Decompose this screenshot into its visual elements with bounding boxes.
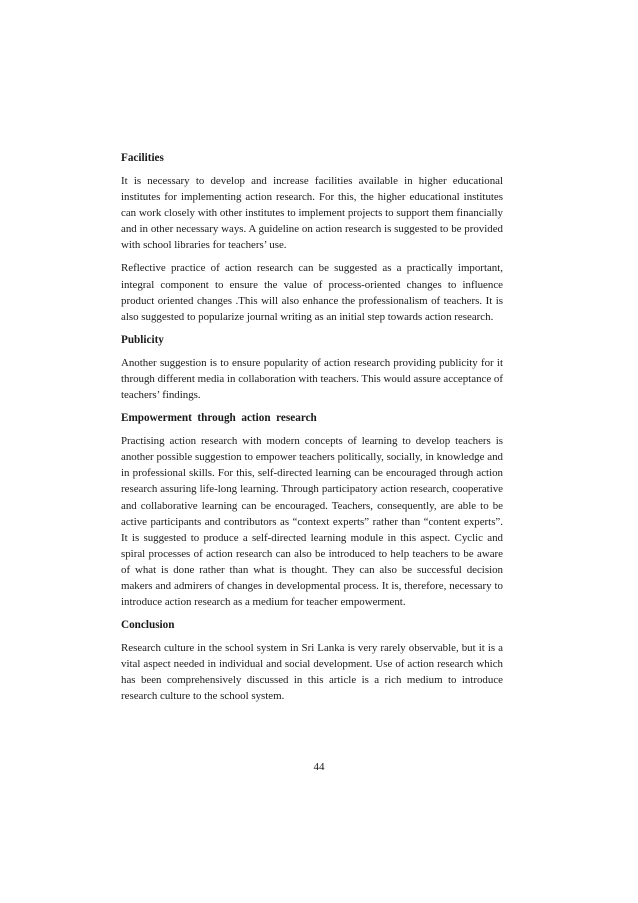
section-conclusion [121,617,503,704]
section-heading: Conclusion [121,619,175,632]
section-facilities [121,150,503,325]
paragraph: Practising action research with modern concepts of learning to develop teachers is another possible suggestion to empower teachers politically, socially, in knowledge and in professional skills. For this, self-directed learning can be encouraged through action research assuring life-long learning. Through participatory action research, cooperative and collaborative learning can be encouraged. Teachers, consequently, are able to be active participants and contributors as “context experts” rather than “content experts”. It is suggested to produce a self-directed learning module in this aspect. Cyclic and spiral processes of action research can also be introduced to help teachers to be aware of what is done rather than what is thought. They can also be successful decision makers and admirers of changes in developmental process. It is, therefore, necessary to introduce action research as a medium for teacher empowerment. [121,435,503,609]
section-publicity [121,332,503,403]
paragraph: Another suggestion is to ensure popularity of action research providing publicity for it through different media in collaboration with teachers. This would assure acceptance of teachers’ findings. [121,356,503,402]
page-number: 44 [313,761,325,773]
section-heading: Empowerment through action research [121,412,317,425]
section-heading: Facilities [121,152,164,164]
section-empowerment [121,410,503,610]
paragraph: It is necessary to develop and increase facilities available in higher educational institutes for implementing action research. For this, the higher educational institutes can work closely with other institutes to implement projects to support them financially and in other necessary ways. A guideline on action research is suggested to be provided with school libraries for teachers’ use. [121,175,503,252]
paragraph: Reflective practice of action research can be suggested as a practically important, integral component to ensure the value of process-oriented changes to influence product oriented changes .This will also enhance the professionalism of teachers. It is also suggested to popularize journal writing as an initial step towards action research. [121,262,503,323]
section-heading: Publicity [121,333,164,346]
paragraph: Research culture in the school system in Sri Lanka is very rarely observable, but it is a vital aspect needed in individual and social development. Use of action research which has been comprehensively discussed in this article is a rich medium to introduce research culture to the school system. [121,642,503,703]
page-content [121,150,503,712]
